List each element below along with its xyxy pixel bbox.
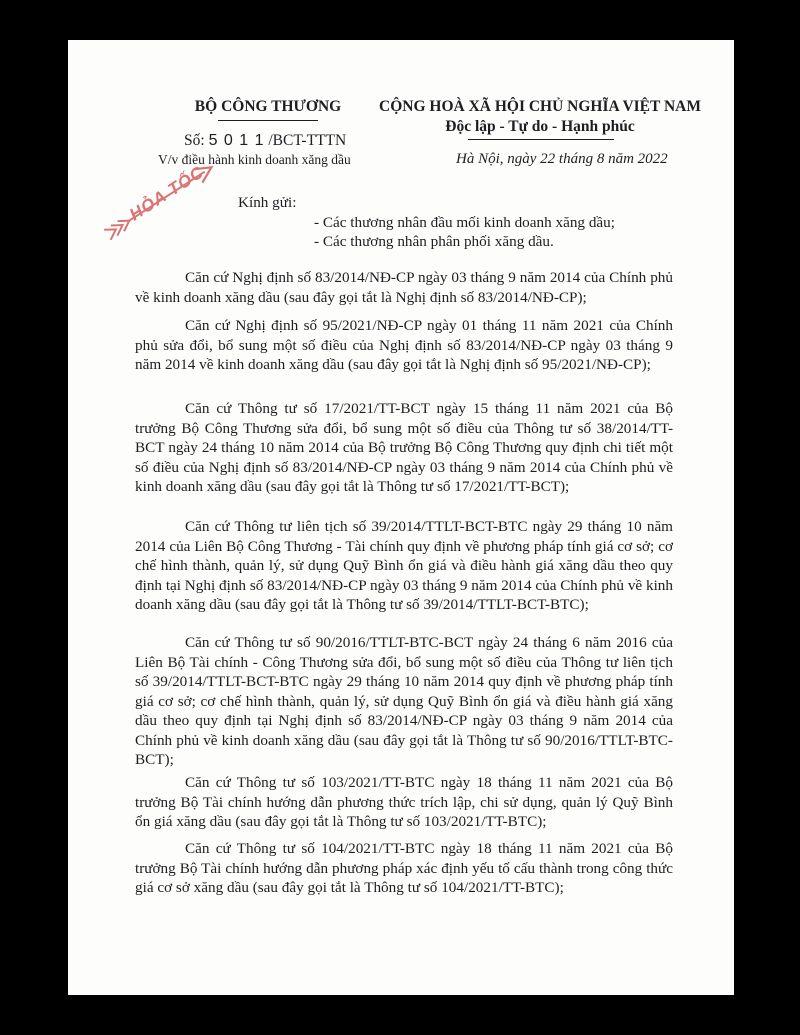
country-name: CỘNG HOÀ XÃ HỘI CHỦ NGHĨA VIỆT NAM xyxy=(379,98,701,115)
document-subject: V/v điều hành kinh doanh xăng dầu xyxy=(158,152,351,167)
motto-underline xyxy=(468,139,614,140)
number-value: 5 0 1 1 xyxy=(208,132,265,149)
recipient-item: - Các thương nhân phân phối xăng dầu. xyxy=(314,233,554,250)
ministry-name: BỘ CÔNG THƯƠNG xyxy=(194,98,342,115)
legal-basis-paragraph: Căn cứ Thông tư số 17/2021/TT-BCT ngày 15 tháng 11 năm 2021 của Bộ trưởng Bộ Công Thương sửa đổi, bổ sung một số điều của Thông tư số 38/2014/TT-BCT ngày 24 tháng 10 năm 2014 của Bộ trưởng Bộ Công Thương quy định chi tiết một số điều của Nghị định số 83/2014/NĐ-CP ngày 03 tháng 9 năm 2014 của Chính phủ về kinh doanh xăng dầu (sau đây gọi tắt là Thông tư số 17/2021/TT-BCT); xyxy=(135,400,673,495)
legal-basis-paragraph: Căn cứ Thông tư số 90/2016/TTLT-BTC-BCT ngày 24 tháng 6 năm 2016 của Liên Bộ Tài chính - Công Thương sửa đổi, bổ sung một số điều của Thông tư liên tịch số 39/2014/TTLT-BCT-BTC ngày 29 tháng 10 năm 2014 quy định về phương pháp tính giá cơ sở; cơ chế hình thành, quản lý, sử dụng Quỹ Bình ổn giá và điều hành giá xăng dầu theo quy định tại Nghị định số 83/2014/NĐ-CP ngày 03 tháng 9 năm 2014 của Chính phủ về kinh doanh xăng dầu (sau đây gọi tắt là Thông tư số 90/2016/TTLT-BTC-BCT); xyxy=(135,634,673,768)
legal-basis-paragraph: Căn cứ Nghị định số 83/2014/NĐ-CP ngày 03 tháng 9 năm 2014 của Chính phủ về kinh doanh xăng dầu (sau đây gọi tắt là Nghị định số 83/2014/NĐ-CP); xyxy=(135,269,673,306)
recipient-item: - Các thương nhân đầu mối kinh doanh xăng dầu; xyxy=(314,214,615,231)
document-page xyxy=(68,40,734,995)
legal-basis-paragraph: Căn cứ Thông tư số 103/2021/TT-BTC ngày 18 tháng 11 năm 2021 của Bộ trưởng Bộ Tài chính hướng dẫn phương thức trích lập, chi sử dụng, quản lý Quỹ Bình ổn giá xăng dầu (sau đây gọi tắt là Thông tư số 103/2021/TT-BTC); xyxy=(135,774,673,830)
place-date: Hà Nội, ngày 22 tháng 8 năm 2022 xyxy=(456,151,668,167)
ministry-underline xyxy=(218,120,318,121)
urgent-stamp-text: HỎA TỐC xyxy=(126,162,208,225)
legal-basis-paragraph: Căn cứ Thông tư liên tịch số 39/2014/TTLT-BCT-BTC ngày 29 tháng 10 năm 2014 của Liên Bộ Công Thương - Tài chính quy định về phương pháp tính giá cơ sở; cơ chế hình thành, quản lý, sử dụng Quỹ Bình ổn giá và điều hành giá xăng dầu theo quy định tại Nghị định số 83/2014/NĐ-CP ngày 03 tháng 9 năm 2014 của Chính phủ về kinh doanh xăng dầu (sau đây gọi tắt là Thông tư số 39/2014/TTLT-BCT-BTC); xyxy=(135,518,673,613)
greeting: Kính gửi: xyxy=(238,194,297,211)
legal-basis-paragraph: Căn cứ Nghị định số 95/2021/NĐ-CP ngày 01 tháng 11 năm 2021 của Chính phủ sửa đổi, bổ sung một số điều của Nghị định số 83/2014/NĐ-CP ngày 03 tháng 9 năm 2014 về kinh doanh xăng dầu (sau đây gọi tắt là Nghị định số 95/2021/NĐ-CP); xyxy=(135,317,673,373)
number-label: Số: xyxy=(184,132,205,149)
national-motto: Độc lập - Tự do - Hạnh phúc xyxy=(445,118,635,135)
legal-basis-paragraph: Căn cứ Thông tư số 104/2021/TT-BTC ngày 18 tháng 11 năm 2021 của Bộ trưởng Bộ Tài chính hướng dẫn phương pháp xác định yếu tố cấu thành trong công thức giá cơ sở xăng dầu (sau đây gọi tắt là Thông tư số 104/2021/TT-BTC); xyxy=(135,840,673,896)
number-suffix: /BCT-TTTN xyxy=(268,132,347,149)
